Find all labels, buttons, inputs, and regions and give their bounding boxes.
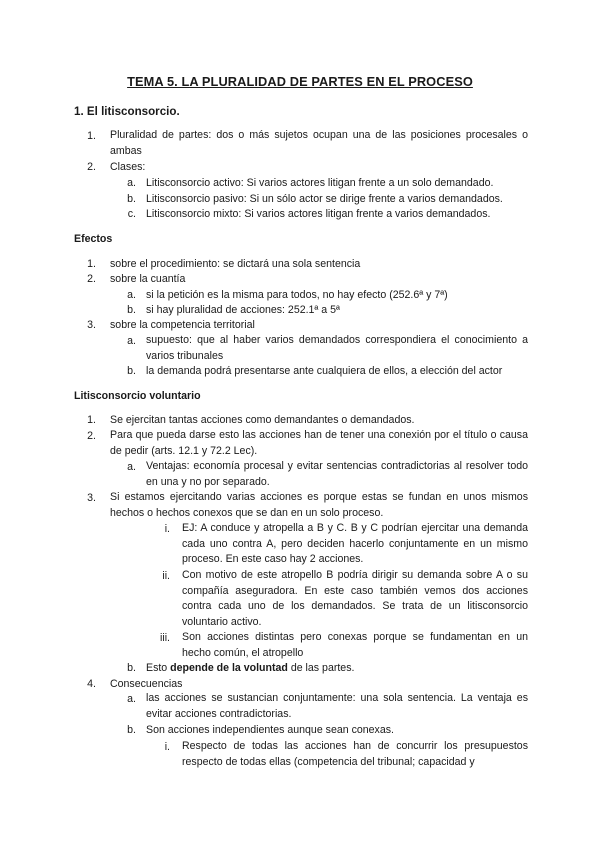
- list-number: 3.: [87, 319, 96, 331]
- list-letter: a.: [127, 289, 136, 301]
- list-number: 1.: [87, 258, 96, 270]
- section-heading-efectos: Efectos: [74, 233, 113, 245]
- list-letter: c.: [127, 208, 136, 220]
- list-item: Son acciones independientes aunque sean conexas.: [146, 724, 394, 736]
- list-letter: b.: [127, 724, 136, 736]
- list-number: 4.: [87, 678, 96, 690]
- list-letter: a.: [127, 335, 136, 347]
- list-item: la demanda podrá presentarse ante cualquiera de ellos, a elección del actor: [146, 365, 503, 377]
- list-item: Clases:: [110, 161, 146, 173]
- page-title: TEMA 5. LA PLURALIDAD DE PARTES EN EL PROCESO: [127, 74, 473, 89]
- list-item: sobre el procedimiento: se dictará una sola sentencia: [110, 258, 361, 270]
- list-letter: a.: [127, 461, 136, 473]
- list-item: si hay pluralidad de acciones: 252.1ª a 5ª: [146, 304, 340, 316]
- list-letter: b.: [127, 304, 136, 316]
- list-item: Para que pueda darse esto las acciones han de tener una conexión por el título o causa de pedir (arts. 12.1 y 72.2 Lec).: [110, 429, 528, 457]
- section-heading-voluntario: Litisconsorcio voluntario: [74, 390, 201, 402]
- list-item: Son acciones distintas pero conexas porque se fundamentan en un hecho común, el atropello: [182, 631, 528, 659]
- list-roman: iii.: [159, 632, 170, 644]
- list-number: 3.: [87, 492, 96, 504]
- list-roman: ii.: [162, 570, 170, 582]
- list-letter: a.: [127, 177, 136, 189]
- list-item: las acciones se sustancian conjuntamente: una sola sentencia. La ventaja es evitar acciones contradictorias.: [146, 692, 528, 720]
- list-item: sobre la cuantía: [110, 273, 186, 285]
- list-letter: b.: [127, 193, 136, 205]
- list-item: [146, 661, 354, 675]
- list-item: Ventajas: economía procesal y evitar sentencias contradictorias al resolver todo en una y no por separado.: [146, 460, 528, 488]
- list-item: Pluralidad de partes: dos o más sujetos ocupan una de las posiciones procesales o ambas: [110, 129, 528, 157]
- list-item-text: Esto: [146, 662, 171, 674]
- emphasis-text: depende de la voluntad: [170, 662, 288, 674]
- list-letter: a.: [127, 693, 136, 705]
- list-item: Litisconsorcio mixto: Si varios actores litigan frente a varios demandados.: [146, 208, 491, 220]
- list-item: si la petición es la misma para todos, no hay efecto (252.6ª y 7ª): [146, 289, 448, 301]
- list-item: Con motivo de este atropello B podría dirigir su demanda sobre A o su compañía aseguradora. En este caso también vemos dos acciones contra cada uno de los demandados. Se trata de un litisconsorcio voluntario activo.: [182, 569, 528, 628]
- list-number: 1.: [87, 414, 96, 426]
- list-item: Litisconsorcio activo: Si varios actores litigan frente a un solo demandado.: [146, 177, 494, 189]
- list-roman: i.: [164, 741, 170, 753]
- list-item: Litisconsorcio pasivo: Si un sólo actor se dirige frente a varios demandados.: [146, 193, 503, 205]
- list-item: Respecto de todas las acciones han de concurrir los presupuestos respecto de todas ellas (competencia del tribunal; capacidad y: [182, 740, 528, 768]
- list-item: supuesto: que al haber varios demandados correspondiera el conocimiento a varios tribunales: [146, 334, 528, 362]
- list-letter: b.: [127, 662, 136, 674]
- list-number: 2.: [87, 430, 96, 442]
- list-item: Consecuencias: [110, 678, 183, 690]
- list-number: 2.: [87, 273, 96, 285]
- list-item: Se ejercitan tantas acciones como demandantes o demandados.: [110, 414, 415, 426]
- list-number: 2.: [87, 161, 96, 173]
- list-item: Si estamos ejercitando varias acciones es porque estas se fundan en unos mismos hechos o hechos conexos que se dan en un solo proceso.: [110, 491, 528, 519]
- list-letter: b.: [127, 365, 136, 377]
- list-item: sobre la competencia territorial: [110, 319, 255, 331]
- list-number: 1.: [87, 130, 96, 142]
- section-heading-litisconsorcio: 1. El litisconsorcio.: [74, 105, 180, 118]
- list-item-text: de las partes.: [287, 662, 355, 674]
- list-item: EJ: A conduce y atropella a B y C. B y C podrían ejercitar una demanda cada uno contra A, pero deciden hacerlo conjuntamente en un mismo proceso. En este caso hay 2 acciones.: [182, 522, 528, 565]
- list-roman: i.: [164, 523, 170, 535]
